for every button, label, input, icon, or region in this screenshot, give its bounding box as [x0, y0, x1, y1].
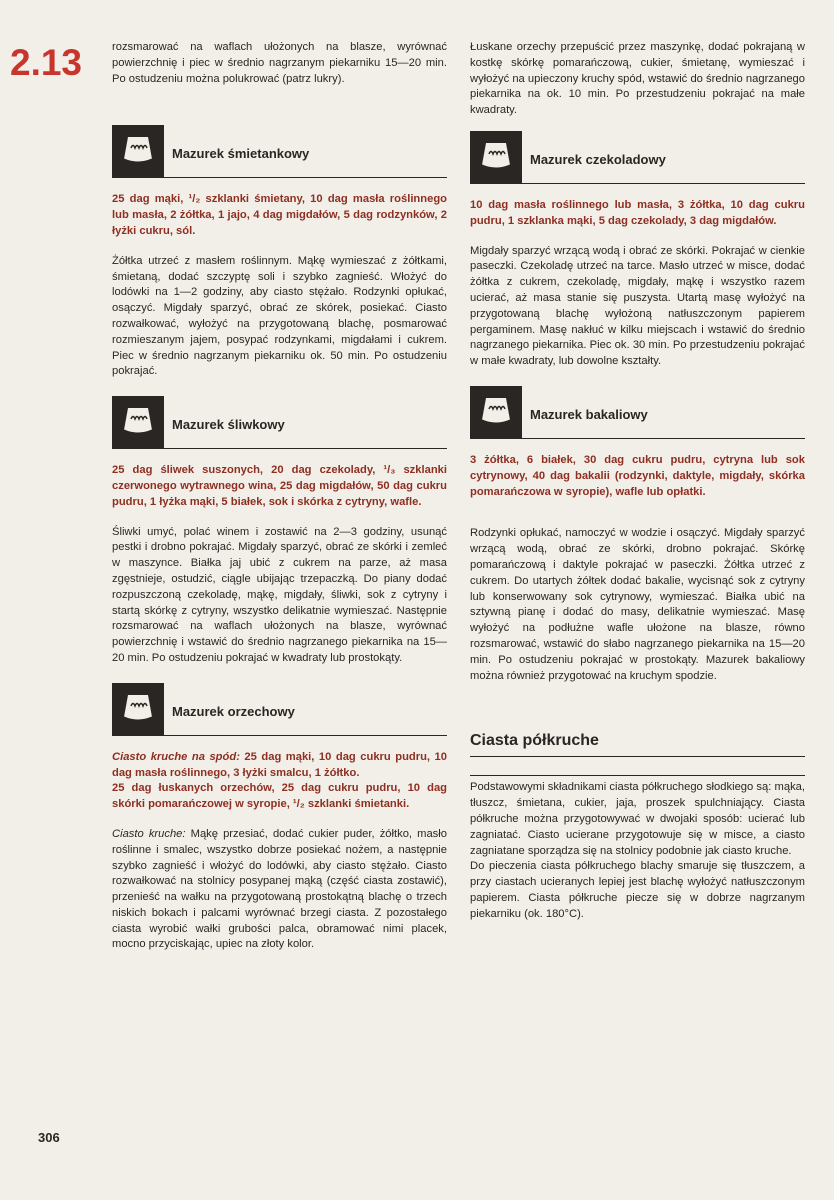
- left-intro-text: rozsmarować na waflach ułożonych na blasze, wyrównać powierzchnię i piec w średnio nagrzanym piekarniku 15—20 min. Po ostudzeniu można polukrować (patrz lukry).: [112, 41, 447, 85]
- instructions-body: Mąkę przesiać, dodać cukier puder, żółtko, masło roślinne i smalec, wszystko dobrze posiekać nożem, a następnie szybko zagnieść i włożyć do lodówki, aby ciasto stężało. Ciasto rozwałkować na stolnicy posypanej mąką (część ciasta zostawić), przenieść na wałku na przygotowaną prostokątną blachę o trzech niskich bokach i palcami wyrównać brzegi ciasta. Z pozostałego ciasta wyrobić wałki grubości palca, obramować nimi placek, mocno przyciskając, upiec na złoty kolor.: [112, 827, 447, 951]
- section-title: Ciasta półkruche: [470, 724, 805, 757]
- recipe-title: Mazurek śliwkowy: [172, 417, 285, 433]
- ingredients-base: 25 dag mąki, 10 dag cukru pudru, 10 dag masła roślinnego, 3 łyżki smalcu, 1 żółtko.: [112, 750, 447, 779]
- cake-mold-icon: [470, 131, 522, 183]
- right-intro-text: Łuskane orzechy przepuścić przez maszynkę, dodać pokrajaną w kostkę skórkę pomarańczową, cukier, śmietanę, wymieszać i wyłożyć na upieczony kruchy spód, wstawić do średnio nagrzanego piekarnika na ok. 10 min. Po przestudzeniu pokrajać na małe kwadraty.: [470, 41, 805, 117]
- recipe-heading-sliwkowy: [112, 396, 447, 449]
- right-column: [470, 40, 805, 922]
- recipe-title: Mazurek orzechowy: [172, 703, 295, 719]
- recipe-instructions: Śliwki umyć, polać winem i zostawić na 2—3 godziny, usunąć pestki i drobno pokrajać. Migdały sparzyć, obrać ze skórki i zemleć w maszynce. Białka jaj ubić z cukrem na parze, aż masa zgęstnieje, ostudzić, ciągle ubijając trzepaczką. Do piany dodać rozpuszczoną czekoladę, mąkę, migdały, śliwki, sok z cytryny i startą skórkę z cytryny, wszystko delikatnie wymieszać. Następnie rozsmarować na waflach ułożonych na blasze, wyrównać powierzchnię i wstawić do średnio nagrzanego piekarnika na 15—20 min. Po ostudzeniu pokrajać w kwadraty lub prostokąty.: [112, 525, 447, 664]
- recipe-title: Mazurek bakaliowy: [530, 406, 648, 422]
- recipe-heading-orzechowy: [112, 683, 447, 736]
- recipe-ingredients: 3 żółtka, 6 białek, 30 dag cukru pudru, cytryna lub sok cytrynowy, 40 dag bakalii (rodzynki, daktyle, migdały, skórka pomarańczowa w syropie), wafle lub opłatki.: [470, 453, 805, 498]
- recipe-instructions: Rodzynki opłukać, namoczyć w wodzie i osączyć. Migdały sparzyć wrzącą wodą, obrać ze skórki, drobno pokrajać. Skórkę pomarańczową i daktyle pokrajać w paseczki. Żółtka utrzeć z cukrem. Do utartych żółtek dodać bakalie, wycisnąć sok z cytryny lub konserwowany sok cytrynowy, wymieszać. Białka ubić na sztywną pianę i dodać do masy, delikatnie wymieszać. Masę wyłożyć na podłużne wafle ułożone na blasze, równo rozsmarować, wstawić do słabo nagrzanego piekarnika na 15—20 min. Po ostudzeniu pokrajać w prostokąty. Mazurek bakaliowy można również przygotować na kruchym spodzie.: [470, 527, 805, 682]
- recipe-heading-bakaliowy: [470, 386, 805, 439]
- recipe-ingredients: 10 dag masła roślinnego lub masła, 3 żółtka, 10 dag cukru pudru, 1 szklanka mąki, 5 dag czekolady, 3 dag migdałów.: [470, 198, 805, 227]
- section-paragraph: Do pieczenia ciasta półkruchego blachy smaruje się tłuszczem, a przy ciastach ucieranych lepiej jest blachę wyłożyć natłuszczonym papierem. Ciasta półkruche piecze się w dobrze nagrzanym piekarniku (ok. 180°C).: [470, 860, 805, 920]
- recipe-ingredients: [112, 750, 447, 782]
- recipe-instructions: [112, 827, 447, 953]
- cake-mold-icon: [112, 125, 164, 177]
- left-column: [112, 40, 447, 953]
- recipe-ingredients-topping: 25 dag łuskanych orzechów, 25 dag cukru pudru, 10 dag skórki pomarańczowej w syropie, ¹/₂ szklanki śmietanki.: [112, 782, 447, 811]
- recipe-instructions: Migdały sparzyć wrzącą wodą i obrać ze skórki. Pokrajać w cienkie paseczki. Czekoladę utrzeć na tarce. Masło utrzeć w misce, dodać żółtka z cukrem, czekoladę, migdały, mąkę i wszystko razem ucierać, aż masa stanie się puszysta. Utartą masę wyłożyć na przygotowaną blachę wyłożoną natłuszczonym papierem pergaminem. Masę nakłuć w kilku miejscach i wstawić do średnio nagrzanego piekarnika. Piec ok. 30 min. Po przestudzeniu pokrajać w małe kwadraty, lub dowolne kształty.: [470, 244, 805, 368]
- recipe-title: Mazurek czekoladowy: [530, 151, 666, 167]
- section-number: 2.13: [10, 42, 83, 83]
- instructions-label: Ciasto kruche:: [112, 827, 186, 840]
- recipe-ingredients: 25 dag śliwek suszonych, 20 dag czekolady, ¹/₃ szklanki czerwonego wytrawnego wina, 25 dag migdałów, 50 dag cukru pudru, 1 łyżka mąki, 5 białek, sok i skórka z cytryny, wafle.: [112, 464, 447, 508]
- ingredients-label: Ciasto kruche na spód:: [112, 750, 240, 763]
- recipe-heading-czekoladowy: [470, 131, 805, 184]
- recipe-title: Mazurek śmietankowy: [172, 146, 310, 162]
- recipe-heading-smietankowy: [112, 125, 447, 178]
- recipe-instructions: Żółtka utrzeć z masłem roślinnym. Mąkę wymieszać z żółtkami, śmietaną, dodać szczyptę soli i szybko zagnieść. Włożyć do lodówki na 1—2 godziny, aby ciasto stężało. Rodzynki opłukać, osączyć. Migdały sparzyć, obrać ze skórek, posiekać. Ciasto rozwałkować, wyłożyć na przygotowaną blachę, posmarować rozmieszanym jajem, posypać rodzynkami, migdałami i cukrem. Piec w średnio nagrzanym piekarniku ok. 50 min. Po ostudzeniu pokrajać.: [112, 254, 447, 378]
- page-number: 306: [38, 1130, 60, 1145]
- cake-mold-icon: [470, 386, 522, 438]
- cake-mold-icon: [112, 396, 164, 448]
- recipe-ingredients: 25 dag mąki, ¹/₂ szklanki śmietany, 10 dag masła roślinnego lub masła, 2 żółtka, 1 jajo, 4 dag migdałów, 5 dag rodzynków, 2 łyżki cukru, sól.: [112, 193, 447, 237]
- section-paragraph: Podstawowymi składnikami ciasta półkruchego słodkiego są: mąka, tłuszcz, śmietana, cukier, jaja, proszek spulchniający. Ciasta półkruche można przygotowywać w dwojaki sposób: ucierać lub zagniatać. Ciasto ucierane przygotowuje się w misce, a ciasto zagniatane sporządza się na stolnicy podobnie jak ciasto kruche.: [470, 781, 805, 857]
- cake-mold-icon: [112, 683, 164, 735]
